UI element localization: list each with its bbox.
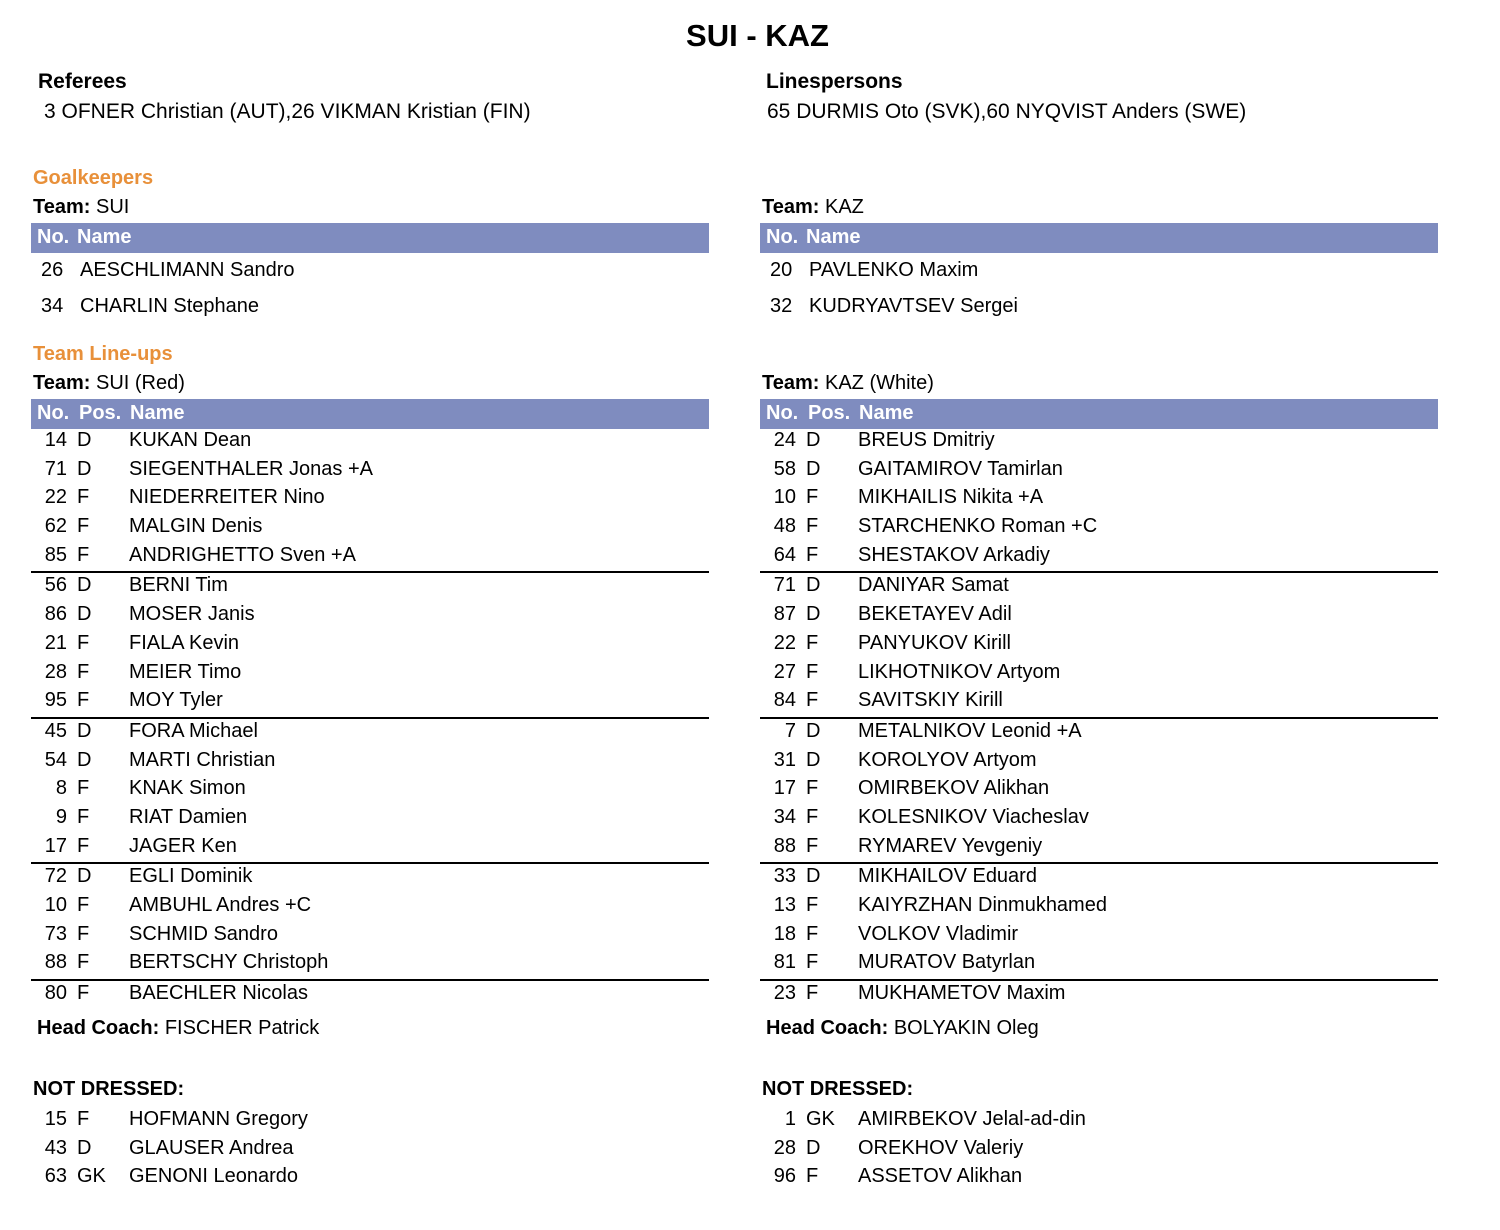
player-name: SHESTAKOV Arkadiy [858, 543, 1050, 566]
lineup-home-team-line [33, 372, 185, 395]
player-number: 87 [773, 603, 796, 626]
player-number: 28 [44, 660, 67, 683]
player-name: MALGIN Denis [129, 515, 263, 538]
gk-number: 26 [41, 259, 64, 281]
not-dressed-row [760, 1107, 1438, 1136]
player-number: 56 [44, 574, 67, 597]
gk-home-team-line [33, 196, 129, 219]
page-title: SUI - KAZ [686, 18, 829, 53]
header-pos: Pos. [808, 402, 851, 424]
player-name: KNAK Simon [129, 777, 246, 800]
player-number: 48 [773, 515, 796, 538]
player-number: 81 [773, 951, 796, 974]
player-position: F [806, 951, 819, 974]
player-position: F [77, 894, 90, 916]
player-position: F [77, 834, 90, 857]
lineup-row [760, 776, 1438, 805]
goalkeepers-section-title: Goalkeepers [33, 167, 154, 189]
player-position: F [806, 515, 819, 538]
player-position: D [77, 574, 92, 597]
gk-number: 32 [770, 295, 793, 317]
player-position: F [806, 894, 819, 916]
header-pos: Pos. [79, 402, 122, 424]
lineup-row [760, 660, 1438, 689]
player-number: 45 [44, 719, 67, 742]
header-name: Name [806, 226, 861, 248]
not-dressed-row [31, 1164, 709, 1193]
player-position: D [77, 1136, 92, 1159]
player-name: MIKHAILIS Nikita +A [858, 486, 1044, 509]
gk-row [760, 259, 1438, 289]
team-label: Team: [762, 372, 820, 394]
player-name: GAITAMIROV Tamirlan [858, 457, 1063, 480]
gk-number: 34 [41, 295, 64, 317]
player-name: LIKHOTNIKOV Artyom [858, 660, 1061, 683]
player-position: F [806, 834, 819, 857]
player-name: HOFMANN Gregory [129, 1108, 308, 1130]
player-name: OMIRBEKOV Alikhan [858, 777, 1050, 800]
player-name: KUKAN Dean [129, 429, 252, 451]
lineup-row [31, 602, 709, 631]
player-number: 8 [55, 777, 67, 800]
player-name: MURATOV Batyrlan [858, 951, 1036, 974]
player-position: D [77, 429, 92, 451]
lineup-row [31, 719, 709, 748]
player-position: F [806, 922, 819, 945]
player-number: 18 [773, 922, 796, 945]
player-number: 15 [44, 1108, 67, 1130]
player-number: 73 [44, 922, 67, 945]
player-name: GENONI Leonardo [129, 1165, 298, 1188]
player-name: BAECHLER Nicolas [129, 982, 308, 1005]
player-position: F [77, 660, 90, 683]
lineup-row [31, 834, 709, 863]
player-number: 84 [773, 689, 796, 712]
player-number: 71 [773, 574, 796, 597]
player-number: 28 [773, 1136, 796, 1159]
player-number: 86 [44, 603, 67, 626]
lineup-row [31, 950, 709, 979]
player-name: NIEDERREITER Nino [129, 486, 325, 509]
lineup-row [760, 893, 1438, 922]
player-name: EGLI Dominik [129, 865, 253, 888]
player-name: VOLKOV Vladimir [858, 922, 1019, 945]
player-number: 71 [44, 457, 67, 480]
player-number: 21 [44, 631, 67, 654]
player-number: 23 [773, 982, 796, 1005]
lineup-away-team-name: KAZ (White) [824, 372, 934, 394]
lineup-row [31, 631, 709, 660]
player-name: KOROLYOV Artyom [858, 748, 1037, 771]
player-position: D [806, 429, 821, 451]
player-name: STARCHENKO Roman +C [858, 515, 1098, 538]
gk-number: 20 [770, 259, 793, 281]
lineup-home-table-header [31, 399, 709, 429]
lineup-home-team-name: SUI (Red) [95, 372, 185, 394]
player-position: D [806, 1136, 821, 1159]
player-name: FIALA Kevin [129, 631, 240, 654]
player-name: METALNIKOV Leonid +A [858, 719, 1082, 742]
header-no: No. [37, 402, 70, 424]
player-position: F [77, 515, 90, 538]
player-name: PANYUKOV Kirill [858, 631, 1011, 654]
player-name: BEKETAYEV Adil [858, 603, 1012, 626]
player-number: 17 [773, 777, 796, 800]
player-number: 31 [773, 748, 796, 771]
player-position: D [806, 865, 821, 888]
lineup-row [31, 922, 709, 951]
player-number: 33 [773, 865, 796, 888]
away-head-coach [766, 1017, 1039, 1040]
player-number: 22 [773, 631, 796, 654]
gk-home-table-header [31, 223, 709, 253]
player-name: MUKHAMETOV Maxim [858, 982, 1066, 1005]
lineup-away-list [760, 428, 1438, 1010]
team-label: Team: [33, 196, 91, 218]
player-number: 13 [773, 894, 796, 916]
player-name: BREUS Dmitriy [858, 429, 995, 451]
referees-value: 3 OFNER Christian (AUT),26 VIKMAN Kristian (FIN) [44, 100, 531, 123]
player-name: AMBUHL Andres +C [129, 894, 312, 916]
player-name: JAGER Ken [129, 834, 237, 857]
player-name: SCHMID Sandro [129, 922, 278, 945]
lineup-row [31, 485, 709, 514]
player-number: 96 [773, 1165, 796, 1188]
lineup-row [31, 573, 709, 602]
player-number: 22 [44, 486, 67, 509]
gk-away-team-line [762, 196, 864, 219]
player-position: F [806, 631, 819, 654]
player-position: F [77, 777, 90, 800]
lineup-row [31, 748, 709, 777]
away-coach-name: BOLYAKIN Oleg [893, 1017, 1039, 1039]
lineup-row [760, 688, 1438, 717]
player-number: 1 [784, 1108, 796, 1130]
player-name: SIEGENTHALER Jonas +A [129, 457, 373, 480]
lineup-row [760, 514, 1438, 543]
player-number: 62 [44, 515, 67, 538]
not-dressed-row [760, 1136, 1438, 1165]
lineup-row [31, 428, 709, 457]
player-position: D [806, 603, 821, 626]
player-number: 88 [44, 951, 67, 974]
header-name: Name [77, 226, 132, 248]
lineup-row [31, 660, 709, 689]
lineup-row [31, 864, 709, 893]
referees-label: Referees [38, 70, 127, 93]
player-name: OREKHOV Valeriy [858, 1136, 1024, 1159]
player-position: F [77, 689, 90, 712]
player-position: F [77, 543, 90, 566]
player-name: MARTI Christian [129, 748, 276, 771]
lineup-row [31, 805, 709, 834]
player-number: 9 [55, 805, 67, 828]
player-position: F [806, 777, 819, 800]
player-name: AMIRBEKOV Jelal-ad-din [858, 1108, 1086, 1130]
home-head-coach [37, 1017, 319, 1040]
team-label: Team: [33, 372, 91, 394]
player-number: 80 [44, 982, 67, 1005]
player-position: F [77, 922, 90, 945]
player-number: 64 [773, 543, 796, 566]
lineup-row [31, 457, 709, 486]
player-number: 34 [773, 805, 796, 828]
lineup-row [31, 514, 709, 543]
player-number: 95 [44, 689, 67, 712]
player-number: 10 [773, 486, 796, 509]
player-position: F [806, 543, 819, 566]
header-name: Name [130, 402, 185, 424]
player-name: MOY Tyler [129, 689, 223, 712]
gk-row [31, 259, 709, 289]
not-dressed-row [31, 1107, 709, 1136]
player-name: GLAUSER Andrea [129, 1136, 294, 1159]
gk-row [31, 295, 709, 325]
gk-name: PAVLENKO Maxim [809, 259, 979, 281]
player-name: SAVITSKIY Kirill [858, 689, 1003, 712]
player-number: 88 [773, 834, 796, 857]
gk-away-table-header [760, 223, 1438, 253]
player-position: D [77, 719, 92, 742]
lineup-row [760, 719, 1438, 748]
lineup-row [760, 428, 1438, 457]
lineup-row [760, 485, 1438, 514]
player-position: D [806, 457, 821, 480]
not-dressed-title-away: NOT DRESSED: [762, 1078, 914, 1100]
gk-name: CHARLIN Stephane [80, 295, 259, 317]
player-name: ANDRIGHETTO Sven +A [129, 543, 356, 566]
player-name: BERTSCHY Christoph [129, 951, 329, 974]
player-position: GK [77, 1165, 106, 1188]
player-name: RYMAREV Yevgeniy [858, 834, 1043, 857]
lineup-row [760, 950, 1438, 979]
header-no: No. [766, 402, 799, 424]
player-position: F [77, 486, 90, 509]
lineup-row [760, 748, 1438, 777]
player-name: MIKHAILOV Eduard [858, 865, 1037, 888]
player-name: DANIYAR Samat [858, 574, 1009, 597]
player-name: KAIYRZHAN Dinmukhamed [858, 894, 1107, 916]
player-number: 85 [44, 543, 67, 566]
player-number: 58 [773, 457, 796, 480]
player-position: GK [806, 1108, 835, 1130]
not-dressed-home-list [31, 1107, 709, 1193]
player-position: F [806, 805, 819, 828]
player-position: F [806, 689, 819, 712]
player-number: 17 [44, 834, 67, 857]
lineup-row [760, 543, 1438, 572]
lineups-section-title: Team Line-ups [33, 343, 173, 365]
player-position: F [806, 486, 819, 509]
header-name: Name [859, 402, 914, 424]
gk-row [760, 295, 1438, 325]
player-position: F [806, 982, 819, 1005]
linespersons-value: 65 DURMIS Oto (SVK),60 NYQVIST Anders (SWE) [767, 100, 1247, 123]
player-name: ASSETOV Alikhan [858, 1165, 1023, 1188]
home-coach-name: FISCHER Patrick [164, 1017, 320, 1039]
player-position: D [77, 865, 92, 888]
player-number: 43 [44, 1136, 67, 1159]
gk-home-team-name: SUI [95, 196, 130, 218]
player-position: D [77, 603, 92, 626]
player-position: D [806, 748, 821, 771]
lineup-row [760, 834, 1438, 863]
player-number: 14 [44, 429, 67, 451]
gk-away-team-name: KAZ [824, 196, 864, 218]
team-label: Team: [762, 196, 820, 218]
lineup-row [31, 543, 709, 572]
lineup-row [760, 981, 1438, 1010]
lineup-row [760, 602, 1438, 631]
player-name: BERNI Tim [129, 574, 228, 597]
not-dressed-row [31, 1136, 709, 1165]
player-position: F [77, 631, 90, 654]
lineup-row [760, 864, 1438, 893]
lineup-away-team-line [762, 372, 934, 395]
player-name: KOLESNIKOV Viacheslav [858, 805, 1089, 828]
linespersons-label: Linespersons [766, 70, 903, 93]
header-no: No. [37, 226, 70, 248]
player-position: F [806, 660, 819, 683]
player-name: MEIER Timo [129, 660, 242, 683]
player-position: D [77, 748, 92, 771]
lineup-row [760, 631, 1438, 660]
player-position: D [77, 457, 92, 480]
not-dressed-away-list [760, 1107, 1438, 1193]
lineup-row [760, 805, 1438, 834]
lineup-row [31, 776, 709, 805]
player-position: F [77, 805, 90, 828]
player-position: F [77, 1108, 90, 1130]
coach-label: Head Coach: [37, 1017, 160, 1039]
lineup-row [760, 573, 1438, 602]
player-name: FORA Michael [129, 719, 258, 742]
gk-name: KUDRYAVTSEV Sergei [809, 295, 1018, 317]
player-number: 63 [44, 1165, 67, 1188]
player-position: F [77, 982, 90, 1005]
gk-name: AESCHLIMANN Sandro [80, 259, 295, 281]
lineup-home-list [31, 428, 709, 1010]
lineup-row [760, 457, 1438, 486]
lineup-row [31, 981, 709, 1010]
lineup-row [31, 688, 709, 717]
player-number: 10 [44, 894, 67, 916]
header-no: No. [766, 226, 799, 248]
player-number: 24 [773, 429, 796, 451]
player-name: MOSER Janis [129, 603, 255, 626]
player-number: 7 [784, 719, 796, 742]
player-number: 27 [773, 660, 796, 683]
player-number: 72 [44, 865, 67, 888]
player-position: D [806, 574, 821, 597]
player-position: F [806, 1165, 819, 1188]
lineup-row [31, 893, 709, 922]
coach-label: Head Coach: [766, 1017, 889, 1039]
player-number: 54 [44, 748, 67, 771]
player-name: RIAT Damien [129, 805, 248, 828]
not-dressed-title-home: NOT DRESSED: [33, 1078, 185, 1100]
player-position: D [806, 719, 821, 742]
player-position: F [77, 951, 90, 974]
not-dressed-row [760, 1164, 1438, 1193]
lineup-away-table-header [760, 399, 1438, 429]
lineup-row [760, 922, 1438, 951]
